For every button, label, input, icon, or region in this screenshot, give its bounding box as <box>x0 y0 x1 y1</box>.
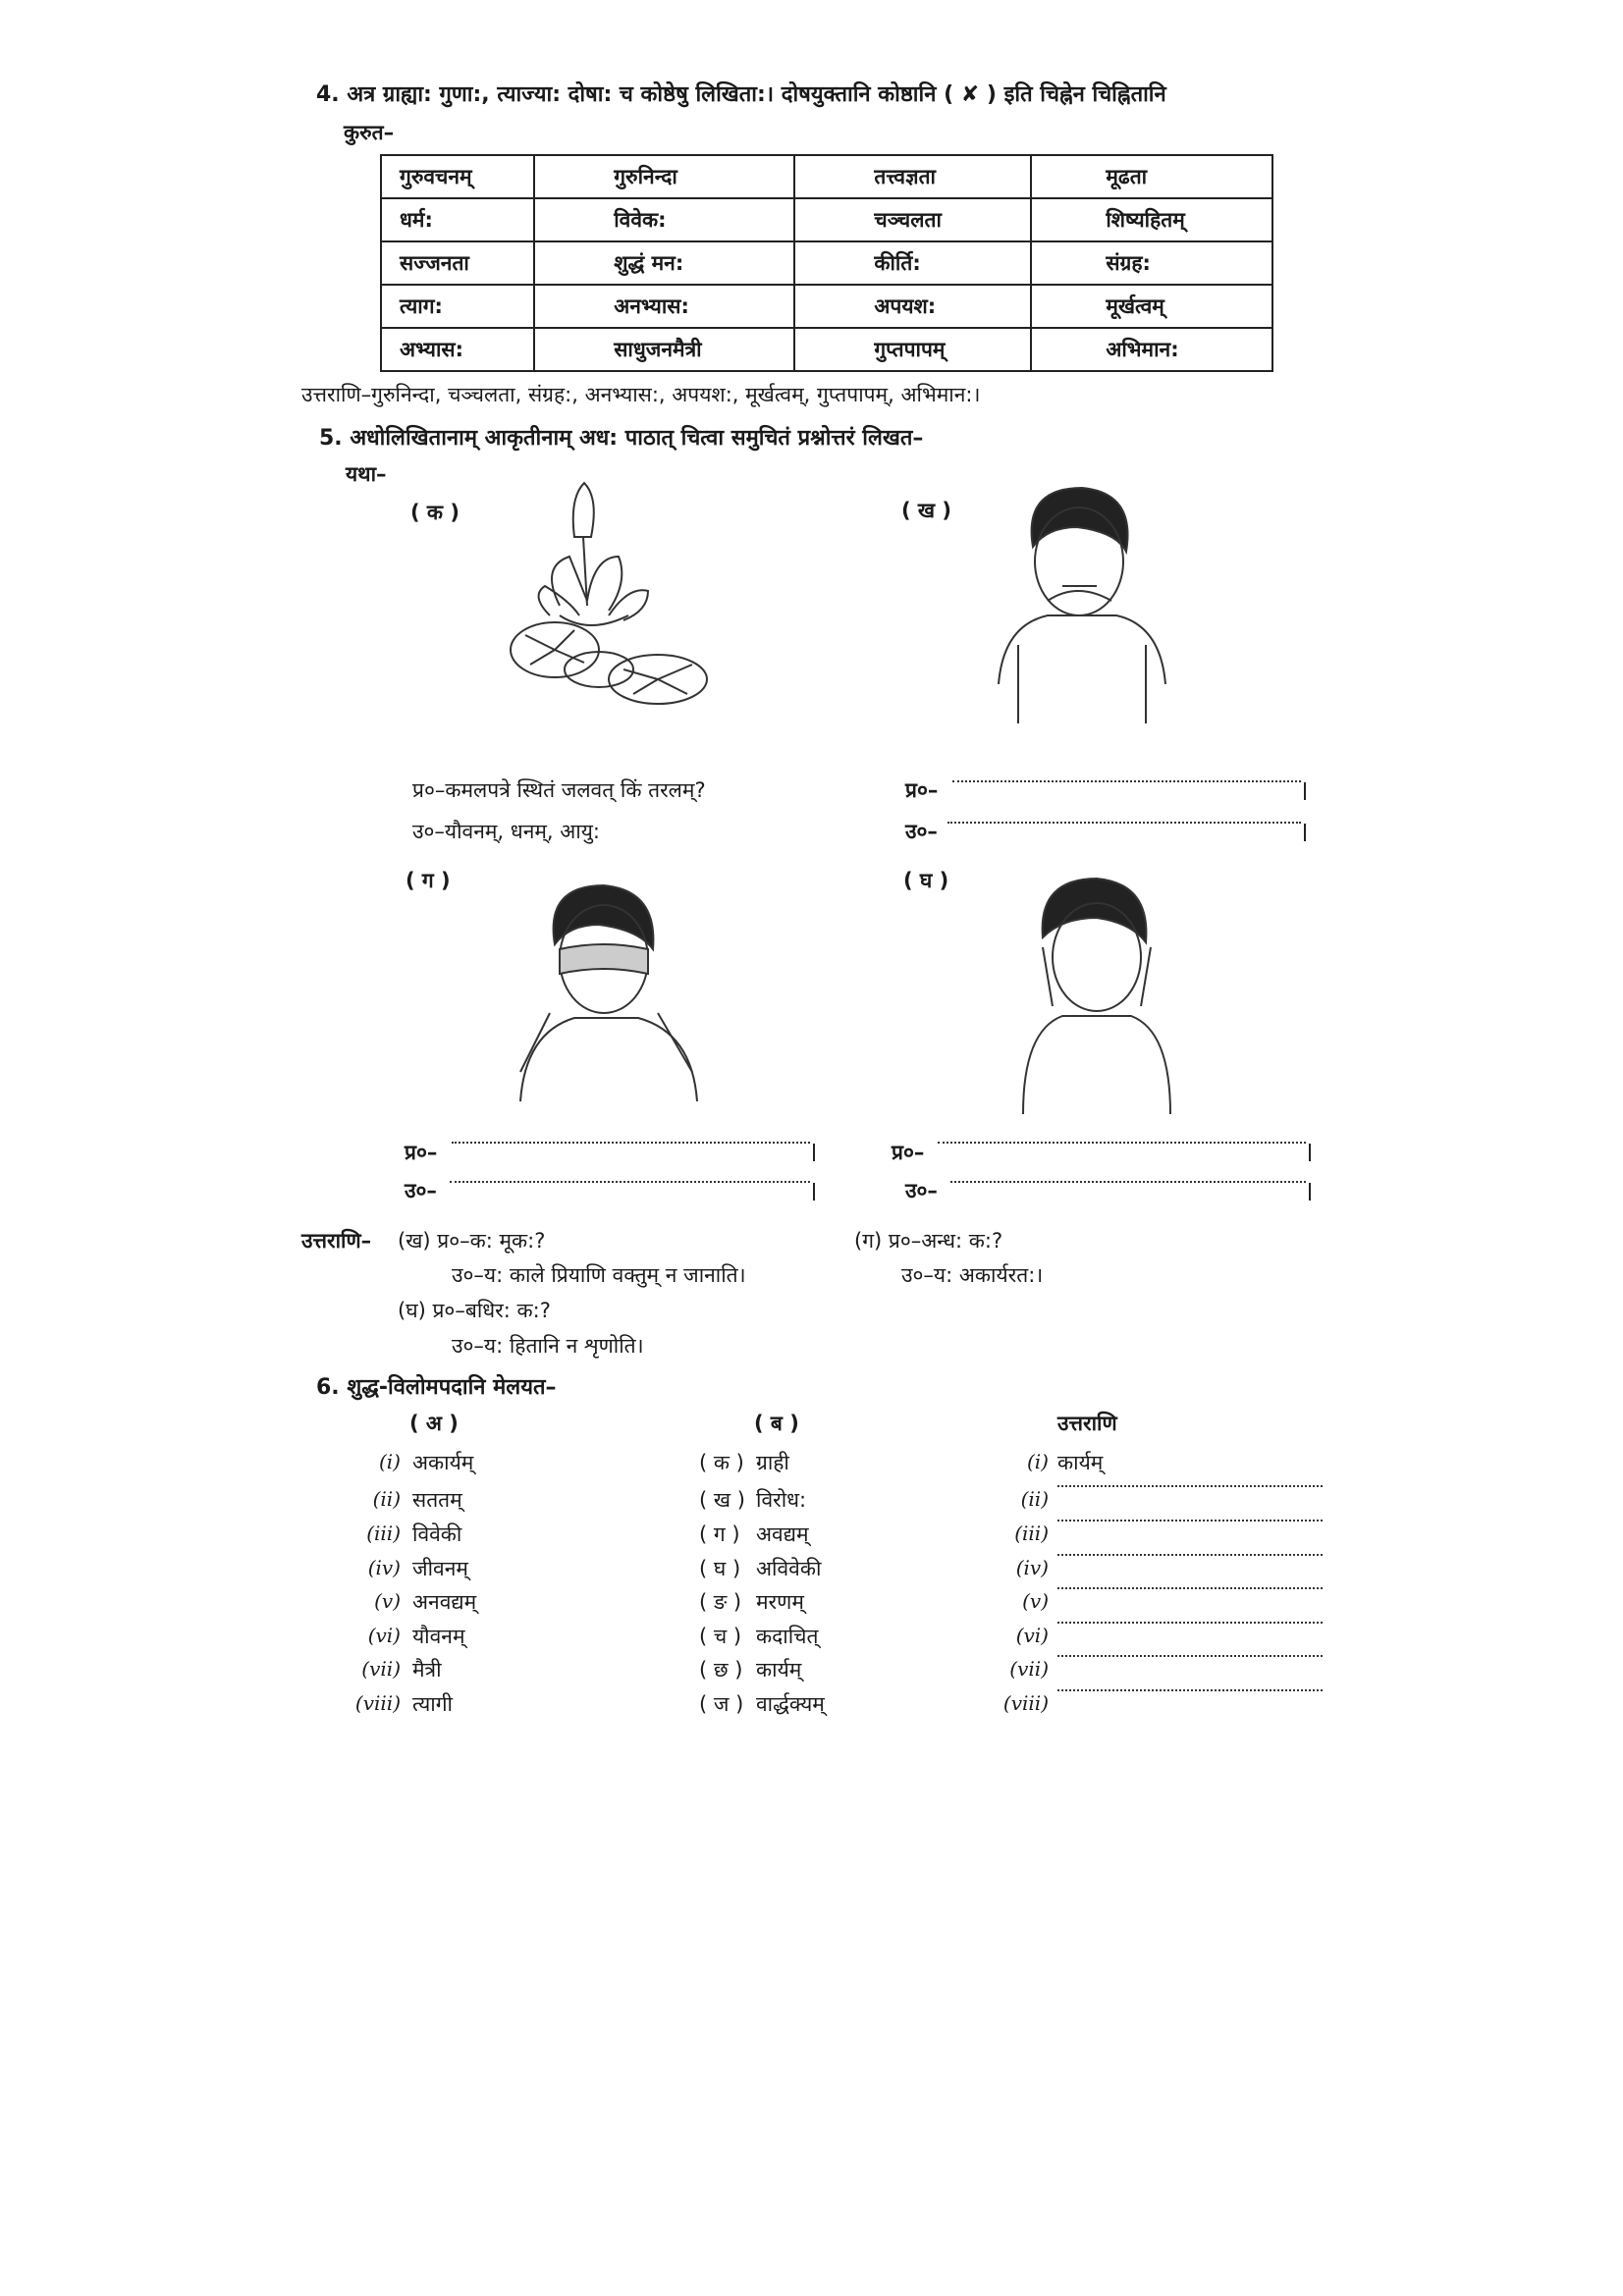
col-a-word: सततम् <box>412 1488 462 1512</box>
table-cell[interactable]: धर्म: <box>381 198 534 241</box>
q6-heading: 6. शुद्ध-विलोमपदानि मेलयत– <box>316 1375 557 1400</box>
table-cell[interactable]: गुरुवचनम् <box>381 155 534 198</box>
table-cell[interactable]: विवेक: <box>534 198 794 241</box>
label-gha: ( घ ) <box>903 869 949 892</box>
answer-blank[interactable] <box>1057 1485 1323 1487</box>
col-a-word: मैत्री <box>412 1658 442 1682</box>
ga-a-prefix: उ०– <box>405 1179 437 1202</box>
kha-answer-q: (ख) प्र०–क: मूक:? <box>398 1229 546 1253</box>
col-a-word: यौवनम् <box>412 1625 465 1648</box>
answer-blank[interactable] <box>1057 1520 1323 1522</box>
danda <box>1304 824 1306 841</box>
table-cell[interactable]: शिष्यहितम् <box>1031 198 1272 241</box>
kha-answer-a: उ०–य: काले प्रियाणि वक्तुम् न जानाति। <box>452 1263 746 1287</box>
table-cell[interactable]: गुप्तपापम् <box>794 328 1031 371</box>
table-cell[interactable]: अनभ्यास: <box>534 285 794 328</box>
row-numeral-a: (iv) <box>367 1556 401 1579</box>
table-cell[interactable]: चञ्चलता <box>794 198 1031 241</box>
table-row <box>381 285 1272 328</box>
table-row <box>381 328 1272 371</box>
ga-answer-q: (ग) प्र०–अन्ध: क:? <box>854 1229 1003 1253</box>
table-cell[interactable]: मूढता <box>1031 155 1272 198</box>
gha-answer-q: (घ) प्र०–बधिर: क:? <box>398 1299 551 1322</box>
col-a-word: त्यागी <box>412 1692 453 1716</box>
q5-answers-label: उत्तराणि– <box>301 1229 372 1253</box>
row-numeral-a: (vi) <box>367 1624 401 1647</box>
col-a-word: अकार्यम् <box>412 1451 474 1474</box>
gha-answer-a: उ०–य: हितानि न शृणोति। <box>452 1334 644 1358</box>
q5-heading: 5. अधोलिखितानाम् आकृतीनाम् अध: पाठात् चित्वा समुचितं प्रश्नोत्तरं लिखत– <box>319 426 924 451</box>
row-numeral-c: (iv) <box>1015 1556 1049 1579</box>
col-b-word: वार्द्धक्यम् <box>756 1692 825 1716</box>
row-numeral-c: (vi) <box>1015 1624 1049 1647</box>
table-cell[interactable]: साधुजनमैत्री <box>534 328 794 371</box>
col-b-label: ( क ) <box>699 1451 744 1474</box>
row-numeral-a: (iii) <box>366 1522 401 1545</box>
row-numeral-c: (ii) <box>1020 1487 1049 1511</box>
answer-blank[interactable] <box>1057 1554 1323 1556</box>
table-cell[interactable]: गुरुनिन्दा <box>534 155 794 198</box>
q5-example-label: यथा– <box>346 462 387 486</box>
col-b-label: ( ङ ) <box>699 1590 742 1614</box>
row-numeral-c: (iii) <box>1014 1522 1049 1545</box>
col-b-word: अविवेकी <box>756 1557 822 1580</box>
ga-q-prefix: प्र०– <box>405 1141 438 1164</box>
q4-heading-cont: कुरुत– <box>344 121 395 144</box>
row-numeral-a: (i) <box>378 1450 401 1473</box>
table-cell[interactable]: सज्जनता <box>381 241 534 285</box>
gha-a-prefix: उ०– <box>905 1179 938 1202</box>
col-a-word: जीवनम् <box>412 1557 468 1580</box>
ga-question-blank[interactable] <box>452 1142 810 1144</box>
table-cell[interactable]: तत्त्वज्ञता <box>794 155 1031 198</box>
row-numeral-a: (vii) <box>361 1657 401 1681</box>
col-b-header: ( ब ) <box>754 1412 799 1435</box>
answer-blank[interactable] <box>1057 1587 1323 1589</box>
q4-heading: 4. अत्र ग्राह्या: गुणा:, त्याज्या: दोषा: च कोष्ठेषु लिखिता:। दोषयुक्तानि कोष्ठानि ( ✘ ) इति चिह्नेन चिह्नितानि <box>316 82 1166 107</box>
label-ga: ( ग ) <box>406 869 451 892</box>
col-b-word: कदाचित् <box>756 1625 819 1648</box>
col-b-label: ( छ ) <box>699 1658 743 1682</box>
col-b-word: मरणम् <box>756 1590 804 1614</box>
col-b-label: ( च ) <box>699 1625 742 1648</box>
col-b-word: कार्यम् <box>756 1658 802 1682</box>
qualities-table <box>380 154 1273 372</box>
danda <box>1304 782 1306 800</box>
table-cell[interactable]: अपयश: <box>794 285 1031 328</box>
col-a-word: विवेकी <box>412 1522 462 1546</box>
gha-answer-blank[interactable] <box>950 1181 1306 1183</box>
row-numeral-c: (i) <box>1026 1450 1049 1473</box>
danda <box>1309 1144 1311 1161</box>
table-cell[interactable]: संग्रह: <box>1031 241 1272 285</box>
answer-blank[interactable] <box>1057 1689 1323 1691</box>
row-numeral-c: (v) <box>1022 1589 1049 1613</box>
example-answer: उ०–यौवनम्, धनम्, आयु: <box>412 820 600 843</box>
row-numeral-c: (vii) <box>1009 1657 1049 1681</box>
danda <box>813 1144 815 1161</box>
row-numeral-c: (viii) <box>1002 1691 1049 1715</box>
kha-answer-blank[interactable] <box>947 822 1301 824</box>
kha-question-blank[interactable] <box>952 780 1301 782</box>
lotus-illustration <box>501 478 712 709</box>
table-cell[interactable]: शुद्धं मन: <box>534 241 794 285</box>
kha-q-prefix: प्र०– <box>905 778 939 802</box>
col-a-header: ( अ ) <box>409 1412 459 1435</box>
kha-a-prefix: उ०– <box>905 820 938 843</box>
col-b-label: ( ख ) <box>699 1488 745 1512</box>
boy-blind-illustration <box>501 876 717 1121</box>
row-numeral-a: (v) <box>374 1589 401 1613</box>
col-b-label: ( ग ) <box>699 1522 740 1546</box>
ga-answer-blank[interactable] <box>450 1181 810 1183</box>
table-cell[interactable]: त्याग: <box>381 285 534 328</box>
col-b-label: ( ज ) <box>699 1692 744 1716</box>
label-ka: ( क ) <box>410 501 460 524</box>
col-b-word: ग्राही <box>756 1451 789 1474</box>
label-kha: ( ख ) <box>901 499 951 522</box>
gha-question-blank[interactable] <box>938 1142 1306 1144</box>
ga-answer-a: उ०–य: अकार्यरत:। <box>901 1263 1044 1287</box>
answer-blank[interactable] <box>1057 1622 1323 1624</box>
example-question: प्र०–कमलपत्रे स्थितं जलवत् किं तरलम्? <box>412 778 706 802</box>
table-row <box>381 155 1272 198</box>
answer-word: कार्यम् <box>1057 1451 1104 1474</box>
row-numeral-a: (ii) <box>372 1487 401 1511</box>
col-c-header: उत्तराणि <box>1057 1412 1117 1435</box>
table-cell[interactable]: कीर्ति: <box>794 241 1031 285</box>
table-row <box>381 241 1272 285</box>
col-b-word: अवद्यम् <box>756 1522 809 1546</box>
table-cell[interactable]: मूर्खत्वम् <box>1031 285 1272 328</box>
danda <box>813 1183 815 1201</box>
answer-blank[interactable] <box>1057 1655 1323 1657</box>
gha-q-prefix: प्र०– <box>892 1141 925 1164</box>
col-b-word: विरोध: <box>756 1488 807 1512</box>
boy-deaf-illustration <box>1013 869 1180 1119</box>
q4-answer: उत्तराणि–गुरुनिन्दा, चञ्चलता, संग्रह:, अनभ्यास:, अपयश:, मूर्खत्वम्, गुप्तपापम्, अभिमान:। <box>301 383 981 406</box>
table-cell[interactable]: अभिमान: <box>1031 328 1272 371</box>
col-b-label: ( घ ) <box>699 1557 741 1580</box>
row-numeral-a: (viii) <box>354 1691 401 1715</box>
table-row <box>381 198 1272 241</box>
danda <box>1309 1183 1311 1201</box>
col-a-word: अनवद्यम् <box>412 1590 477 1614</box>
table-cell[interactable]: अभ्यास: <box>381 328 534 371</box>
boy-mute-illustration <box>979 478 1185 723</box>
